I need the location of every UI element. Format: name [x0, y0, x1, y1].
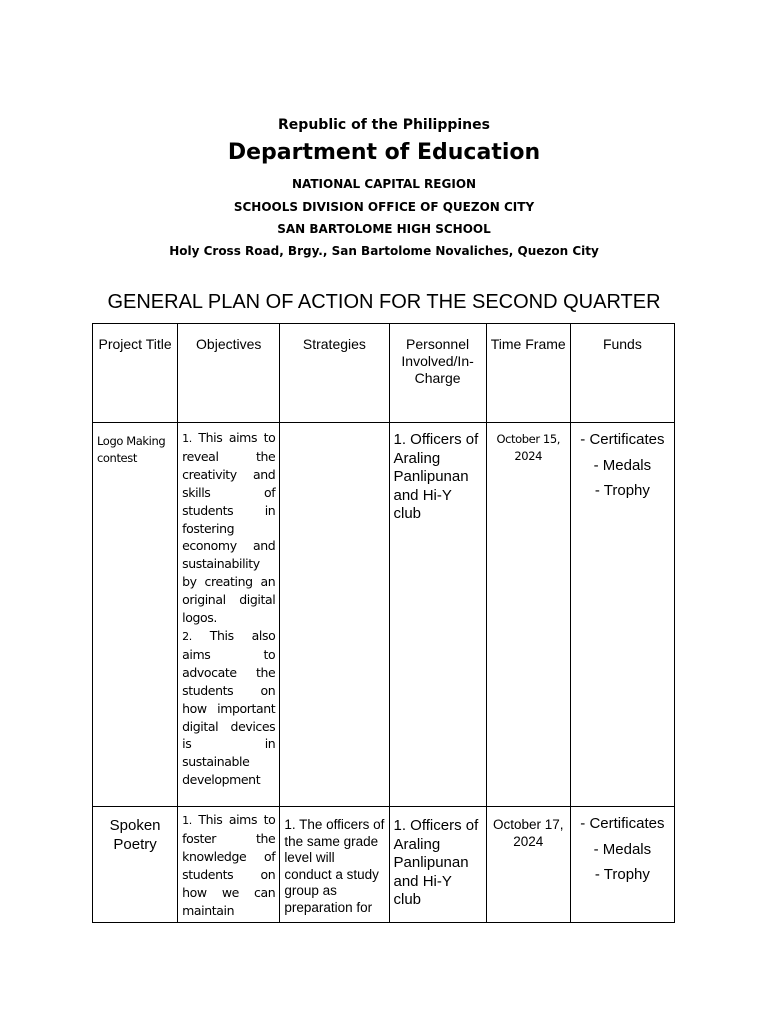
objective-text: This also aims to advocate the students on how important digital devices is in sustainable development: [182, 627, 276, 788]
objective-text: This aims to reveal the creativity and skills of students in fostering economy and sustainability by creating an original digital logos.: [182, 430, 276, 626]
fund-item: - Medals: [593, 840, 652, 858]
objective-text: This aims to foster the knowledge of students on how we can maintain: [182, 812, 276, 918]
school-address: Holy Cross Road, Brgy., San Bartolome Novaliches, Quezon City: [169, 244, 599, 258]
time-frame-cell: [486, 807, 570, 923]
column-header: Personnel Involved/In-Charge: [389, 324, 486, 423]
objective-number: 2.: [182, 629, 192, 643]
objective-number: 1.: [182, 432, 192, 445]
time-frame-text: October 15, 2024: [496, 432, 561, 463]
objective-item: [178, 807, 279, 919]
funds-list: [571, 423, 674, 501]
strategies-cell: [280, 423, 389, 807]
division-line: SCHOOLS DIVISION OFFICE OF QUEZON CITY: [233, 200, 535, 214]
fund-item: - Trophy: [594, 866, 650, 883]
fund-item: - Medals: [593, 456, 652, 474]
department-name: Department of Education: [227, 140, 541, 165]
plan-title: GENERAL PLAN OF ACTION FOR THE SECOND QUARTER: [107, 291, 661, 313]
objective-number: 1.: [182, 814, 192, 827]
table-row: [93, 423, 675, 807]
table-header-row: [93, 324, 675, 423]
objectives-cell: [178, 807, 280, 923]
strategies-text: [280, 423, 388, 431]
region-line: NATIONAL CAPITAL REGION: [291, 177, 477, 191]
time-frame-cell: [486, 423, 570, 807]
personnel-cell: [389, 423, 486, 807]
project-title: Logo Making contest: [97, 434, 166, 465]
project-title-cell: [93, 807, 178, 923]
funds-cell: [570, 807, 674, 923]
funds-list: [571, 807, 674, 885]
fund-item: - Certificates: [580, 815, 665, 832]
column-header: Time Frame: [486, 324, 570, 423]
republic-line: Republic of the Philippines: [278, 117, 490, 133]
objective-item: [178, 627, 279, 789]
fund-item: - Trophy: [594, 482, 650, 499]
personnel-text: 1. Officers of Araling Panlipunan and Hi-Y club: [393, 431, 479, 522]
strategies-cell: [280, 807, 389, 923]
objective-item: [178, 423, 279, 627]
table-row: [93, 807, 675, 923]
personnel-text: 1. Officers of Araling Panlipunan and Hi-Y club: [393, 817, 479, 908]
fund-item: - Certificates: [580, 431, 665, 448]
objectives-cell: [178, 423, 280, 807]
column-header: Strategies: [280, 324, 389, 423]
project-title-cell: [93, 423, 178, 807]
school-name: SAN BARTOLOME HIGH SCHOOL: [277, 222, 491, 236]
column-header: Project Title: [93, 324, 178, 423]
column-header: Funds: [570, 324, 674, 423]
plan-table: [92, 323, 675, 923]
column-header: Objectives: [178, 324, 280, 423]
project-title: Spoken Poetry: [109, 817, 161, 853]
time-frame-text: October 17, 2024: [492, 817, 564, 849]
personnel-cell: [389, 807, 486, 923]
funds-cell: [570, 423, 674, 807]
strategies-text: 1. The officers of the same grade level will conduct a study group as preparation for: [284, 817, 385, 915]
